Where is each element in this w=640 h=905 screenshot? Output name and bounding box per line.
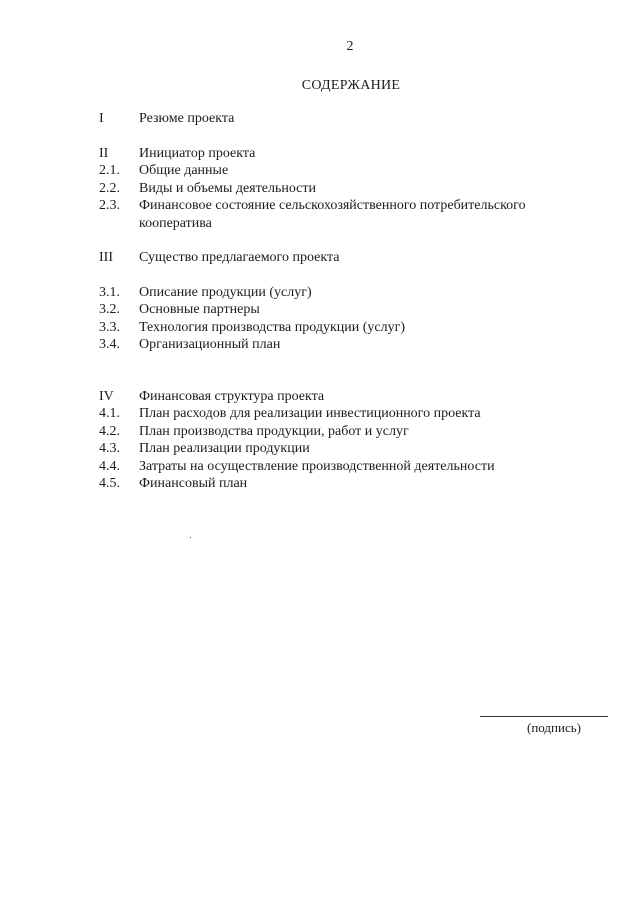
toc-item-label: Основные партнеры: [139, 302, 260, 317]
toc-item-label: Финансовое состояние сельскохозяйственного потребительского кооператива: [139, 198, 526, 231]
toc-item-number: 2.3.: [99, 198, 120, 213]
toc-item: [99, 336, 579, 354]
toc-section-label: Существо предлагаемого проекта: [139, 250, 340, 265]
toc-section-number: I: [99, 111, 104, 126]
toc-section-3: [99, 249, 579, 354]
toc-section-heading: [99, 388, 579, 406]
toc-item-number: 3.1.: [99, 284, 120, 300]
toc-section-heading: [99, 249, 579, 267]
toc-item: [99, 284, 579, 302]
toc-item-number: 3.4.: [99, 337, 120, 352]
toc-section-label: Финансовая структура проекта: [139, 388, 325, 404]
toc-item: [99, 319, 579, 337]
toc-item: [99, 405, 579, 423]
toc-item-label: Организационный план: [139, 337, 281, 352]
toc-section-1: [99, 110, 579, 128]
toc-item-label: Технология производства продукции (услуг): [139, 319, 405, 335]
toc-item-number: 3.3.: [99, 319, 120, 335]
page-number: 2: [346, 39, 354, 54]
toc-item-label: Виды и объемы деятельности: [139, 180, 316, 196]
toc-item-number: 4.5.: [99, 476, 120, 491]
toc-item-number: 2.1.: [99, 163, 120, 178]
toc-item-label: Общие данные: [139, 163, 229, 178]
toc-item: [99, 458, 579, 476]
toc-item: [99, 475, 579, 493]
toc-item-number: 4.2.: [99, 423, 120, 439]
toc-section-number: III: [99, 250, 113, 265]
toc-section-number: II: [99, 145, 109, 161]
toc-item: [99, 301, 579, 319]
toc-section-label: Инициатор проекта: [139, 145, 256, 161]
toc-item: [99, 180, 579, 198]
signature-caption: (подпись): [527, 720, 581, 735]
toc-item-label: План реализации продукции: [139, 441, 310, 456]
toc-item-number: 4.3.: [99, 441, 120, 456]
toc-title: СОДЕРЖАНИЕ: [301, 78, 401, 93]
toc-section-label: Резюме проекта: [139, 111, 235, 126]
toc-item-number: 2.2.: [99, 180, 120, 196]
toc-item-label: Финансовый план: [139, 476, 248, 491]
toc-item-label: План расходов для реализации инвестиционного проекта: [139, 406, 481, 421]
toc-item: [99, 197, 579, 232]
toc-item-number: 3.2.: [99, 302, 120, 317]
signature-line: [480, 716, 608, 717]
toc-item: [99, 162, 579, 180]
toc-item: [99, 440, 579, 458]
toc-item-number: 4.1.: [99, 406, 120, 421]
toc-item-label: Затраты на осуществление производственной деятельности: [139, 458, 495, 474]
toc-section-heading: [99, 110, 579, 128]
toc-item: [99, 423, 579, 441]
table-of-contents: [99, 110, 579, 510]
toc-section-2: [99, 145, 579, 233]
toc-item-label: План производства продукции, работ и услуг: [139, 423, 409, 439]
scan-speck: [190, 537, 191, 538]
toc-item-label: Описание продукции (услуг): [139, 284, 312, 300]
signature-block: [480, 716, 608, 736]
toc-section-heading: [99, 145, 579, 163]
toc-section-number: IV: [99, 388, 114, 404]
toc-section-4: [99, 388, 579, 493]
toc-item-number: 4.4.: [99, 458, 120, 474]
